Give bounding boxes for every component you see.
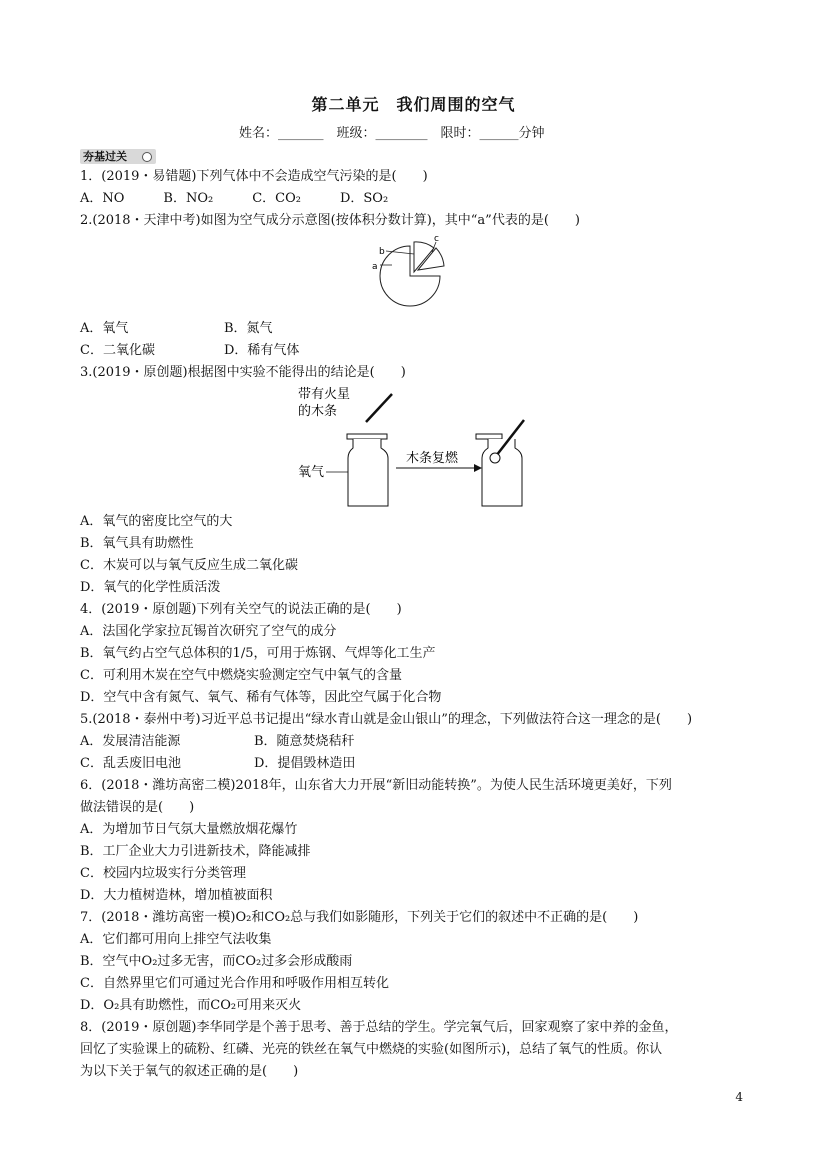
q7-option-c: C．自然界里它们可通过光合作用和呼吸作用相互转化 (80, 976, 389, 991)
q5-option-a: A．发展清洁能源 (80, 734, 181, 749)
q6-stem-line2: 做法错误的是( ) (80, 800, 195, 815)
q6-option-b: B．工厂企业大力引进新技术，降能减排 (80, 844, 311, 859)
label-oxygen: 氧气 (298, 465, 325, 480)
q2-option-c: C．二氧化碳 (80, 343, 155, 358)
circle-icon (142, 152, 152, 162)
q2-stem: 2.(2018・天津中考)如图为空气成分示意图(按体积分数计算)，其中“a”代表的是( ) (80, 213, 580, 228)
q2-option-a: A．氧气 (80, 321, 129, 336)
q2-option-b: B．氮气 (224, 321, 273, 336)
q4-option-b: B．氧气约占空气总体积的1/5，可用于炼钢、气焊等化工生产 (80, 646, 436, 661)
flame-icon (490, 453, 500, 463)
q6-option-d: D．大力植树造林，增加植被面积 (80, 888, 273, 903)
q3-option-c: C．木炭可以与氧气反应生成二氧化碳 (80, 558, 298, 573)
oxygen-bottle-icon (348, 439, 388, 506)
pie-label-a: a (372, 262, 378, 272)
air-composition-pie-figure (368, 232, 460, 314)
q7-option-a: A．它们都可用向上排空气法收集 (80, 932, 272, 947)
q8-line1: 8．(2019・原创题)李华同学是个善于思考、善于总结的学生。学完氧气后，回家观察了家中养的金鱼， (80, 1020, 678, 1035)
q1-stem: 1．(2019・易错题)下列气体中不会造成空气污染的是( ) (80, 169, 428, 184)
q3-option-b: B．氧气具有助燃性 (80, 536, 194, 551)
q6-option-c: C．校园内垃圾实行分类管理 (80, 866, 246, 881)
pie-label-b: b (379, 247, 385, 257)
q2-option-d: D．稀有气体 (224, 343, 300, 358)
q6-stem-line1: 6．(2018・潍坊高密二模)2018年，山东省大力开展“新旧动能转换”。为使人民生活环境更美好，下列 (80, 778, 672, 793)
q3-option-a: A．氧气的密度比空气的大 (80, 514, 233, 529)
label-glowing-splint-bottom: 的木条 (298, 404, 338, 419)
q4-option-d: D．空气中含有氮气、氧气、稀有气体等，因此空气属于化合物 (80, 690, 442, 705)
section-badge-label: 夯基过关 (83, 150, 127, 163)
q8-line2: 回忆了实验课上的硫粉、红磷、光亮的铁丝在氧气中燃烧的实验(如图所示)，总结了氧气的性质。你认 (80, 1042, 663, 1057)
header-fields: 姓名：_______ 班级：________ 限时：______分钟 (239, 126, 545, 141)
q7-option-b: B．空气中O₂过多无害，而CO₂过多会形成酸雨 (80, 954, 353, 969)
q4-option-c: C．可利用木炭在空气中燃烧实验测定空气中氧气的含量 (80, 668, 402, 683)
q4-option-a: A．法国化学家拉瓦锡首次研究了空气的成分 (80, 624, 337, 639)
q5-option-b: B．随意焚烧秸秆 (254, 734, 355, 749)
q4-stem: 4．(2019・原创题)下列有关空气的说法正确的是( ) (80, 602, 402, 617)
q5-stem: 5.(2018・泰州中考)习近平总书记提出“绿水青山就是金山银山”的理念，下列做法符合这一理念的是( ) (80, 712, 693, 727)
pie-label-c: c (434, 234, 439, 244)
q7-stem: 7．(2018・潍坊高密一模)O₂和CO₂总与我们如影随形，下列关于它们的叙述中不正确的是( ) (80, 910, 639, 925)
label-relit: 木条复燃 (406, 451, 459, 466)
page-title: 第二单元 我们周围的空气 (311, 95, 516, 114)
q3-option-d: D．氧气的化学性质活泼 (80, 580, 221, 595)
q5-option-c: C．乱丢废旧电池 (80, 756, 181, 771)
q3-stem: 3.(2019・原创题)根据图中实验不能得出的结论是( ) (80, 365, 406, 380)
q8-line3: 为以下关于氧气的叙述正确的是( ) (80, 1064, 299, 1079)
q6-option-a: A．为增加节日气氛大量燃放烟花爆竹 (80, 822, 298, 837)
page-number: 4 (735, 1090, 743, 1104)
section-badge (80, 149, 156, 164)
q5-option-d: D．提倡毁林造田 (254, 756, 356, 771)
label-glowing-splint-top: 带有火星 (298, 387, 351, 402)
splint-icon (366, 394, 392, 422)
q1-options: A．NO B．NO₂ C．CO₂ D．SO₂ (80, 191, 389, 206)
oxygen-experiment-figure (296, 384, 536, 510)
q7-option-d: D．O₂具有助燃性，而CO₂可用来灭火 (80, 998, 302, 1013)
